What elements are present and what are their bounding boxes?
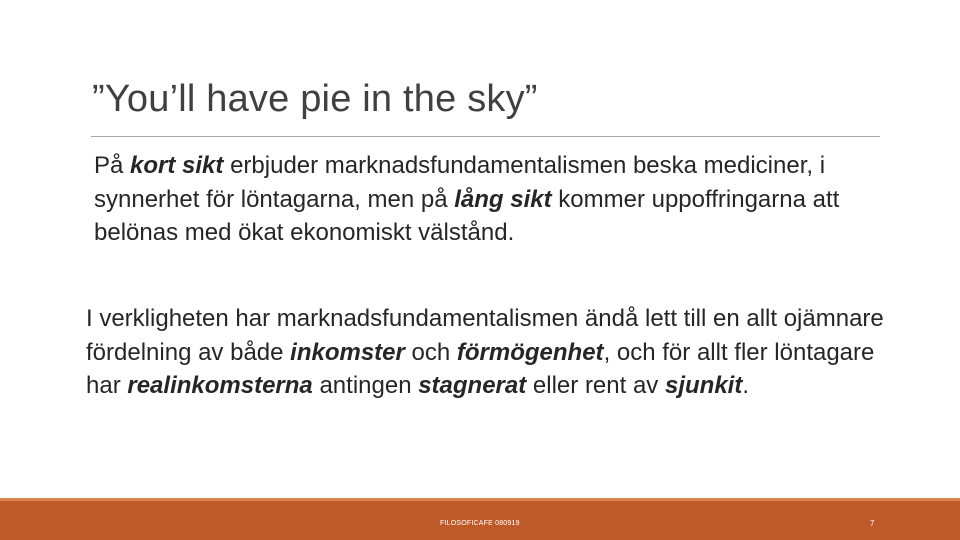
body-paragraph-1 [94, 149, 894, 250]
text-run: eller rent av [526, 372, 665, 399]
text-run: , och för allt fler löntagare har [86, 338, 875, 399]
slide-title: ”You’ll have pie in the sky” [92, 78, 538, 120]
footer-text: FILOSOFICAFE 080919 [440, 520, 520, 527]
footer-bar [0, 498, 960, 540]
emphasis-sjunkit: sjunkit [664, 372, 743, 399]
emphasis-inkomster: inkomster [290, 338, 405, 366]
text-run: I verkligheten har marknadsfundamentalismen ändå lett till en allt ojämnare fördelning av både [86, 305, 884, 366]
page-number: 7 [870, 519, 875, 528]
emphasis-stagnerat: stagnerat [418, 372, 527, 399]
body-paragraph-2 [86, 302, 906, 403]
text-run: På [94, 152, 131, 179]
text-run: och [404, 338, 457, 366]
text-run: kommer uppoffringarna att belönas med ökat ekonomiskt välstånd. [94, 185, 840, 246]
emphasis-lang-sikt: lång sikt [454, 185, 552, 213]
text-run: antingen [312, 372, 419, 399]
text-run: . [742, 372, 749, 399]
emphasis-realinkomsterna: realinkomsterna [127, 372, 313, 399]
emphasis-formogenhet: förmögenhet [456, 338, 604, 366]
emphasis-kort-sikt: kort sikt [130, 152, 224, 179]
title-divider [91, 136, 880, 137]
text-run: erbjuder marknadsfundamentalismen beska mediciner, i synnerhet för löntagarna, men på [94, 152, 826, 213]
